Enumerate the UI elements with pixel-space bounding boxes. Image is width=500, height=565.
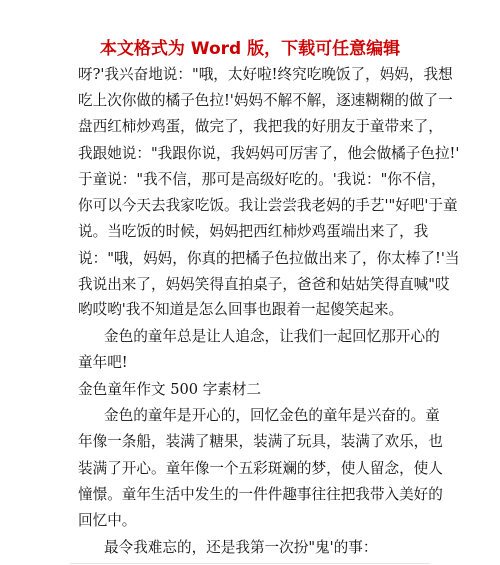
body-line-19: 最令我难忘的，还是我第一次扮"鬼'的事：	[104, 539, 378, 556]
body-line-15: 年像一条船，装满了糖果，装满了玩具，装满了欢乐，也	[78, 433, 443, 450]
body-line-10: 哟哎哟'我不知道是怎么回事也跟着一起傻笑起来。	[78, 301, 404, 318]
body-line-17: 憧憬。童年生活中发生的一件件趣事往往把我带入美好的	[78, 486, 443, 503]
body-line-18: 回忆中。	[78, 512, 137, 529]
section-heading: 金色童年作文 500 字素材二	[78, 381, 262, 398]
body-line-14: 金色的童年是开心的，回忆金色的童年是兴奋的。童	[104, 407, 440, 424]
body-line-4: 我跟她说："我跟你说，我妈妈可厉害了，他会做橘子色拉!'	[78, 145, 460, 162]
body-line-8: 说："哦，妈妈，你真的把橘子色拉做出来了，你太棒了!'当	[78, 250, 460, 267]
body-line-16: 装满了开心。童年像一个五彩斑斓的梦，使人留念，使人	[78, 460, 443, 477]
body-line-3: 盘西红柿炒鸡蛋，做完了，我把我的好朋友于童带来了，	[78, 118, 443, 135]
document-header-title: 本文格式为 Word 版，下载可任意编辑	[99, 39, 401, 59]
body-line-6: 你可以今天去我家吃饭。我让尝尝我老妈的手艺'"好吧'于童	[78, 197, 458, 214]
page-bottom-rule	[70, 563, 430, 564]
body-line-2: 吃上次你做的橘子色拉!'妈妈不解不解，逐速糊糊的做了一	[78, 92, 453, 109]
body-line-1: 呀?'我兴奋地说："哦，太好啦!终究吃晚饭了，妈妈，我想	[78, 66, 453, 83]
body-line-7: 说。当吃饭的时候，妈妈把西红柿炒鸡蛋端出来了，我	[78, 223, 429, 240]
body-line-11: 金色的童年总是让人追念，让我们一起回忆那开心的	[104, 328, 440, 345]
body-line-5: 于童说："我不信，那可是高级好吃的。'我说："你不信，	[78, 171, 446, 188]
body-line-9: 我说出来了，妈妈笑得直拍桌子，爸爸和姑姑笑得直喊"哎	[78, 276, 450, 293]
body-line-12: 童年吧!	[78, 354, 128, 371]
